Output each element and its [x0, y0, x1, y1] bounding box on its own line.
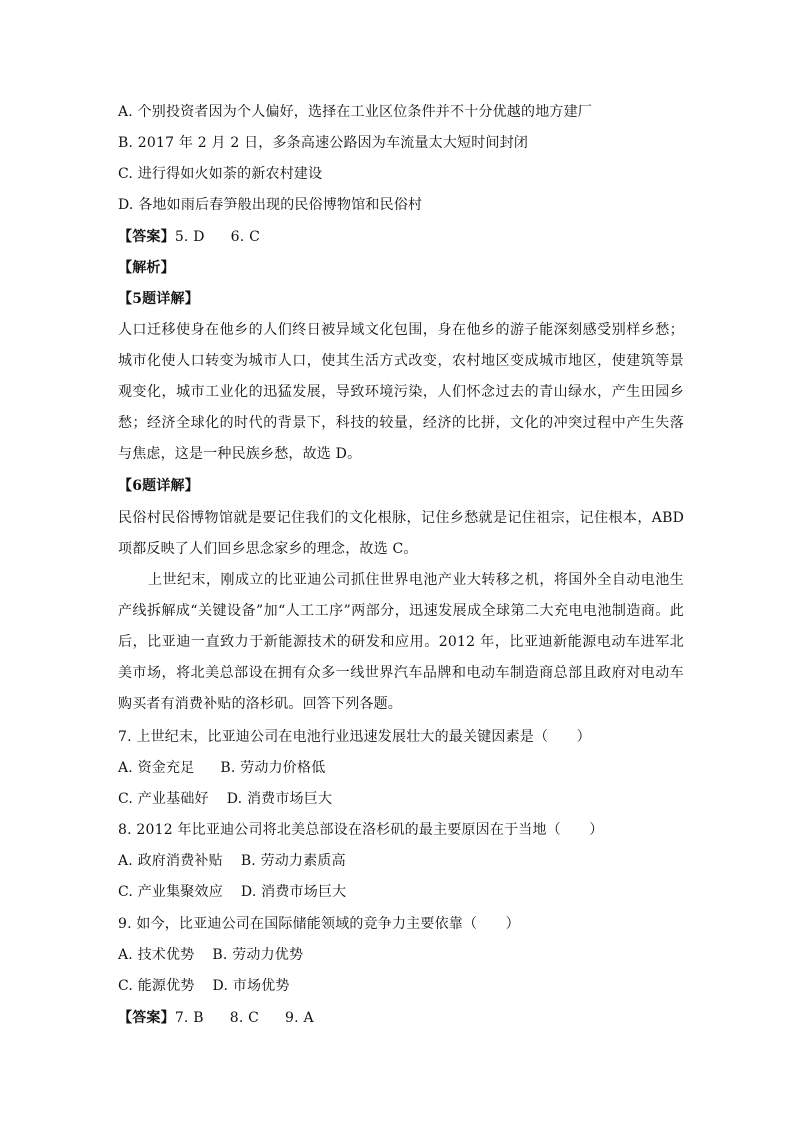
answer-item: 7. B: [174, 1010, 204, 1026]
q8-stem: 8. 2012 年比亚迪公司将北美总部设在洛杉矶的最主要原因在于当地（ ）: [118, 822, 604, 838]
q5-detail-label: 【5题详解】: [118, 291, 199, 307]
option-a: A. 个别投资者因为个人偏好，选择在工业区位条件并不十分优越的地方建厂: [118, 104, 593, 120]
q7-options-row-1: [118, 758, 325, 778]
q9-options-row-1: [118, 945, 303, 965]
q9-stem: 9. 如今，比亚迪公司在国际储能领域的竞争力主要依靠（ ）: [118, 916, 520, 932]
q8-option-c: C. 产业集聚效应: [118, 884, 223, 900]
q7-option-b: B. 劳动力价格低: [220, 760, 326, 776]
q9-option-a: A. 技术优势: [118, 947, 195, 963]
option-b: B. 2017 年 2 月 2 日，多条高速公路因为车流量太大短时间封闭: [118, 135, 529, 151]
option-c: C. 进行得如火如荼的新农村建设: [118, 166, 323, 182]
answer-item: 8. C: [229, 1010, 260, 1026]
q6-detail-text: 民俗村民俗博物馆就是要记住我们的文化根脉，记住乡愁就是记住祖宗，记住根本，ABD 项都反映了人们回乡思念家乡的理念，故选 C。: [118, 510, 684, 557]
q8-option-a: A. 政府消费补贴: [118, 853, 223, 869]
analysis-label: 【解析】: [118, 260, 175, 276]
q9-option-d: D. 市场优势: [212, 978, 290, 994]
answer-line-2: [118, 1008, 314, 1028]
q9-options-row-2: [118, 976, 290, 996]
option-d: D. 各地如雨后春笋般出现的民俗博物馆和民俗村: [118, 197, 423, 213]
answer-label: 【答案】: [118, 229, 175, 245]
q8-option-b: B. 劳动力素质高: [240, 853, 346, 869]
q7-stem: 7. 上世纪末，比亚迪公司在电池行业迅速发展壮大的最关键因素是（ ）: [118, 729, 591, 745]
q8-options-row-2: [118, 882, 346, 902]
q7-option-a: A. 资金充足: [118, 760, 195, 776]
answer-item: 6. C: [230, 229, 260, 245]
q9-option-b: B. 劳动力优势: [212, 947, 304, 963]
q8-options-row-1: [118, 851, 346, 871]
q6-detail-label: 【6题详解】: [118, 478, 199, 494]
answer-label: 【答案】: [118, 1010, 175, 1026]
q5-detail-text: 人口迁移使身在他乡的人们终日被异域文化包围，身在他乡的游子能深刻感受别样乡愁；城市化使人口转变为城市人口，使其生活方式改变，农村地区变成城市地区，使建筑等景观变化，城市工业化的迅猛发展，导致环境污染，人们怀念过去的青山绿水，产生田园乡愁；经济全球化的时代的背景下，科技的较量，经济的比拼，文化的冲突过程中产生失落与焦虑，这是一种民族乡愁，故选 D。: [118, 322, 684, 462]
q7-option-d: D. 消费市场巨大: [226, 791, 333, 807]
q8-option-d: D. 消费市场巨大: [240, 884, 347, 900]
q7-option-c: C. 产业基础好: [118, 791, 209, 807]
q7-options-row-2: [118, 789, 332, 809]
passage-text: 上世纪末，刚成立的比亚迪公司抓住世界电池产业大转移之机，将国外全自动电池生产线拆解成“关键设备”加“人工工序”两部分，迅速发展成全球第二大充电电池制造商。此后，比亚迪一直致力于新能源技术的研发和应用。2012 年，比亚迪新能源电动车进军北美市场，将北美总部设在拥有众多一线世界汽车品牌和电动车制造商总部且政府对电动车购买者有消费补贴的洛杉矶。回答下列各题。: [118, 572, 684, 712]
answer-line-1: [118, 227, 260, 247]
answer-item: 5. D: [174, 229, 205, 245]
q9-option-c: C. 能源优势: [118, 978, 195, 994]
answer-item: 9. A: [285, 1010, 314, 1026]
